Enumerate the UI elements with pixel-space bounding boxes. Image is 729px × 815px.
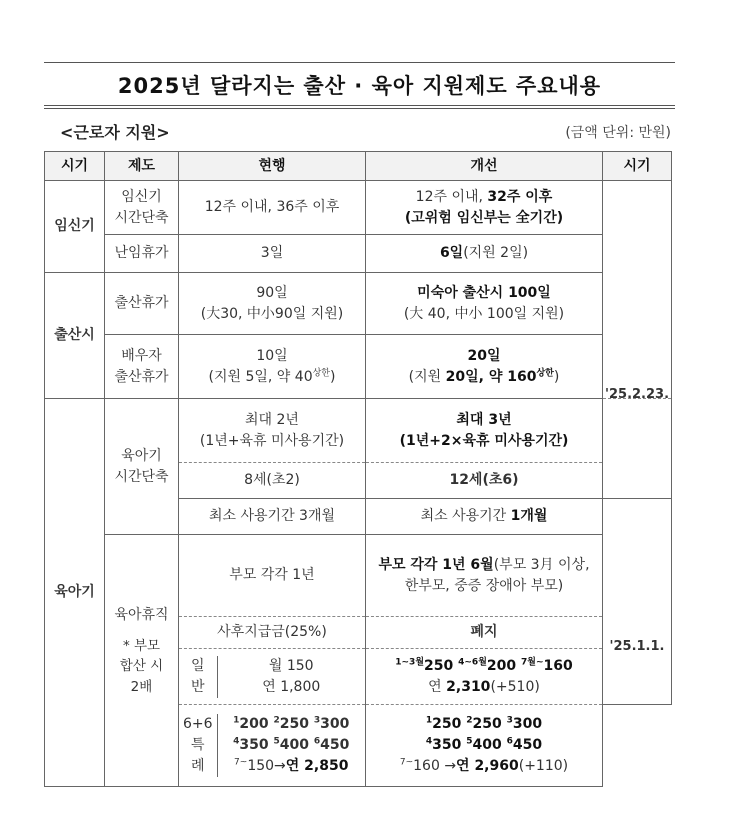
system-name: 시간단축 — [114, 209, 169, 226]
current-text: ) — [330, 368, 336, 385]
improved-line — [368, 714, 600, 735]
improved-cell — [366, 335, 603, 399]
amount: 250 — [432, 716, 467, 732]
amount-bold: 연 2,960 — [456, 758, 519, 774]
current-line — [218, 714, 366, 735]
month-superscript: 7~ — [399, 757, 414, 768]
amount: 150→ — [247, 758, 286, 774]
improved-bold: 부모 각각 1년 6월 — [378, 556, 494, 573]
month-superscript: 5 — [273, 736, 280, 747]
amount: 450 — [512, 737, 543, 753]
system-pregnancy-shorten — [105, 181, 179, 235]
table-row — [45, 535, 672, 617]
improved-cell — [366, 235, 603, 273]
amount: 400 — [279, 737, 314, 753]
month-superscript: 1~3월 — [395, 656, 425, 667]
title-bottom-rule — [44, 105, 675, 109]
improved-bold: 20일, 약 160 — [445, 368, 537, 385]
sub-label: 반 — [190, 678, 205, 695]
current-cell: 부모 각각 1년 — [179, 535, 366, 617]
month-superscript: 6 — [313, 736, 321, 747]
sub-label: 일 — [190, 657, 205, 674]
leave-note: 합산 시 — [119, 658, 164, 675]
system-name: 시간단축 — [114, 468, 169, 485]
improved-cell — [366, 705, 603, 787]
sub-label: 6+6 — [182, 716, 213, 732]
improved-cell — [366, 273, 603, 335]
improved-line: 20일 — [467, 347, 501, 364]
current-line: (大30, 中小90일 지원) — [200, 305, 344, 322]
amount: 350 — [239, 737, 274, 753]
cap-superscript: 상한 — [536, 367, 554, 378]
improved-text: 최소 사용기간 — [420, 508, 511, 524]
improved-line — [368, 756, 600, 777]
current-line: (1년+육휴 미사용기간) — [199, 432, 345, 449]
current-line — [181, 367, 363, 388]
amount: 200 — [486, 657, 521, 674]
improved-bold: 32주 이후 — [487, 188, 553, 205]
header-current: 현행 — [179, 152, 366, 181]
improved-text: (지원 2일) — [463, 245, 529, 261]
month-superscript: 1 — [425, 715, 433, 726]
improved-line: 최대 3년 — [456, 411, 512, 428]
general-current — [217, 656, 365, 698]
amount-bold: 연 2,850 — [285, 758, 349, 774]
improved-line — [368, 656, 600, 677]
improved-line: 미숙아 출산시 100일 — [417, 284, 551, 301]
current-cell — [179, 335, 366, 399]
improved-cell — [366, 499, 603, 535]
current-line: 90일 — [256, 284, 288, 301]
header-row — [45, 152, 672, 181]
cap-superscript: 상한 — [312, 367, 330, 378]
general-label — [179, 656, 217, 698]
unit-note: (금액 단위: 만원) — [565, 125, 671, 141]
period-childcare: 육아기 — [45, 399, 105, 787]
special-label — [179, 714, 217, 777]
amount: 160 → — [413, 758, 457, 774]
header-period: 시기 — [45, 152, 105, 181]
current-cell: 최소 사용기간 3개월 — [179, 499, 366, 535]
amount: 250 — [279, 716, 314, 732]
table-row — [45, 235, 672, 273]
amount: 250 — [424, 657, 459, 674]
general-subtable — [179, 656, 365, 698]
month-superscript: 7~ — [234, 757, 248, 768]
improved-line: (1년+2×육휴 미사용기간) — [399, 432, 569, 449]
table-row — [45, 273, 672, 335]
period-birth: 출산시 — [45, 273, 105, 399]
improved-text: (지원 — [408, 368, 446, 385]
current-line: 10일 — [256, 347, 288, 364]
period-pregnancy: 임신기 — [45, 181, 105, 273]
improved-bold: 2,310 — [446, 678, 491, 695]
improved-line — [368, 367, 600, 388]
improved-cell — [366, 399, 603, 463]
system-maternity: 출산휴가 — [105, 273, 179, 335]
month-superscript: 3 — [313, 715, 321, 726]
improved-text: 12주 이내, — [415, 188, 488, 205]
header-date: 시기 — [603, 152, 672, 181]
amount: 300 — [320, 716, 350, 732]
amount: (+110) — [518, 758, 569, 774]
improved-bold: 6일 — [439, 245, 464, 261]
amount: 200 — [239, 716, 274, 732]
system-paternity — [105, 335, 179, 399]
support-table — [44, 151, 672, 787]
improved-line: (고위험 임신부는 全기간) — [404, 209, 564, 226]
special-current — [217, 714, 365, 777]
month-superscript: 3 — [506, 715, 513, 726]
header-system: 제도 — [105, 152, 179, 181]
current-line — [218, 756, 366, 777]
system-childcare-leave — [105, 535, 179, 787]
system-infertility: 난임휴가 — [105, 235, 179, 273]
improved-cell — [366, 649, 603, 705]
amount: 350 — [432, 737, 467, 753]
date-cell-first-bottom — [603, 387, 672, 499]
system-name: 출산휴가 — [114, 368, 169, 385]
month-superscript: 5 — [466, 736, 473, 747]
improved-cell: 폐지 — [366, 617, 603, 649]
leave-note: * 부모 — [122, 638, 161, 654]
current-cell — [179, 399, 366, 463]
improved-line: (大 40, 中小 100일 지원) — [403, 305, 565, 322]
leave-note: 2배 — [130, 678, 153, 695]
improved-line: 한부모, 중증 장애아 부모) — [404, 577, 564, 594]
improved-line — [368, 187, 600, 208]
current-cell: 8세(초2) — [179, 463, 366, 499]
amount: 250 — [472, 716, 507, 732]
system-name: 임신기 — [121, 188, 162, 205]
header-improved: 개선 — [366, 152, 603, 181]
amount: 300 — [512, 716, 543, 732]
sub-label: 특 — [190, 737, 205, 753]
month-superscript: 6 — [506, 736, 513, 747]
month-superscript: 4~6월 — [458, 656, 487, 667]
month-superscript: 7월~ — [521, 656, 544, 667]
special-subtable — [179, 714, 365, 777]
improved-text: 연 — [428, 678, 447, 695]
amount: 400 — [472, 737, 507, 753]
system-name: 육아기 — [121, 447, 162, 464]
current-cell — [179, 705, 366, 787]
date-cell-first — [603, 181, 672, 399]
improved-text: ) — [553, 368, 560, 385]
system-name: 육아휴직 — [114, 607, 169, 623]
title-block — [44, 62, 675, 109]
improved-line — [368, 735, 600, 756]
current-line: 최대 2년 — [245, 411, 299, 428]
month-superscript: 4 — [425, 736, 433, 747]
current-line — [218, 735, 366, 756]
table-row — [45, 181, 672, 235]
month-superscript: 1 — [233, 715, 240, 726]
improved-cell: 12세(초6) — [366, 463, 603, 499]
system-name: 배우자 — [121, 347, 162, 364]
amount: 160 — [543, 657, 573, 674]
improved-line — [368, 555, 600, 576]
month-superscript: 4 — [233, 736, 240, 747]
current-cell — [179, 273, 366, 335]
current-line: 연 1,800 — [262, 678, 321, 695]
improved-cell — [366, 181, 603, 235]
current-cell: 3일 — [179, 235, 366, 273]
date-cell-second — [603, 499, 672, 705]
current-line: 월 150 — [268, 657, 314, 674]
current-cell: 사후지급금(25%) — [179, 617, 366, 649]
current-cell — [179, 649, 366, 705]
amount: 450 — [320, 737, 350, 753]
improved-text: (+510) — [490, 678, 540, 695]
improved-text: (부모 3月 이상, — [493, 556, 590, 573]
system-childcare-shorten — [105, 399, 179, 535]
current-cell: 12주 이내, 36주 이후 — [179, 181, 366, 235]
date-first: '25.2.23. — [605, 387, 670, 402]
section-label: <근로자 지원> — [60, 123, 170, 142]
table-row — [45, 335, 672, 399]
improved-line — [368, 677, 600, 698]
table-row — [45, 399, 672, 463]
improved-cell — [366, 535, 603, 617]
month-superscript: 2 — [273, 715, 280, 726]
date-second: '25.1.1. — [609, 638, 665, 654]
page-title: 2025년 달라지는 출산 · 육아 지원제도 주요내용 — [117, 74, 602, 98]
sub-label: 례 — [190, 758, 205, 774]
current-text: (지원 5일, 약 40 — [208, 368, 313, 385]
improved-bold: 1개월 — [510, 508, 548, 524]
month-superscript: 2 — [466, 715, 473, 726]
